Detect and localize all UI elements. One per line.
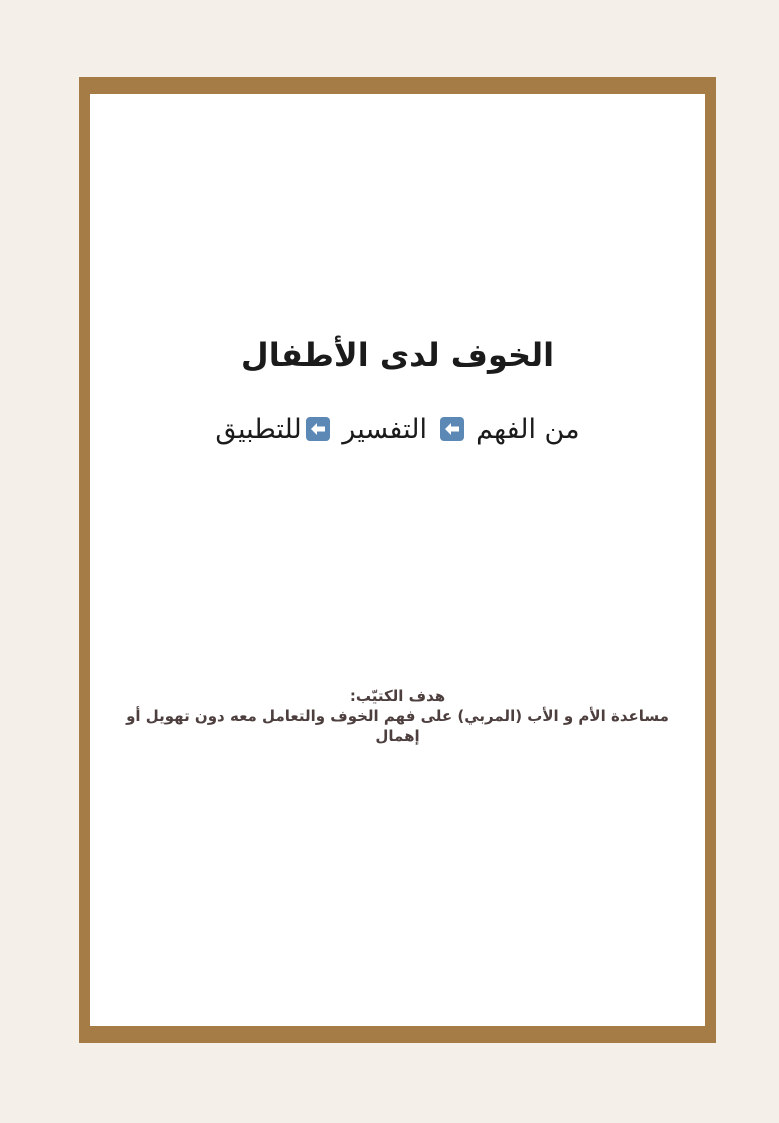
subtitle-part-understanding: من الفهم [476,414,580,445]
subtitle-part-application: للتطبيق [215,414,302,445]
cover-frame [79,77,716,1043]
goal-text: مساعدة الأم و الأب (المربي) على فهم الخوف والتعامل معه دون تهويل أو إهمال [126,707,669,745]
booklet-goal [106,686,689,746]
cover-title: الخوف لدى الأطفال [240,336,555,374]
goal-heading: هدف الكتيّب: [349,687,446,705]
left-arrow-icon [306,417,330,441]
subtitle-part-interpretation: التفسير [342,414,427,445]
left-arrow-icon [440,417,464,441]
cover-subtitle [90,414,705,445]
